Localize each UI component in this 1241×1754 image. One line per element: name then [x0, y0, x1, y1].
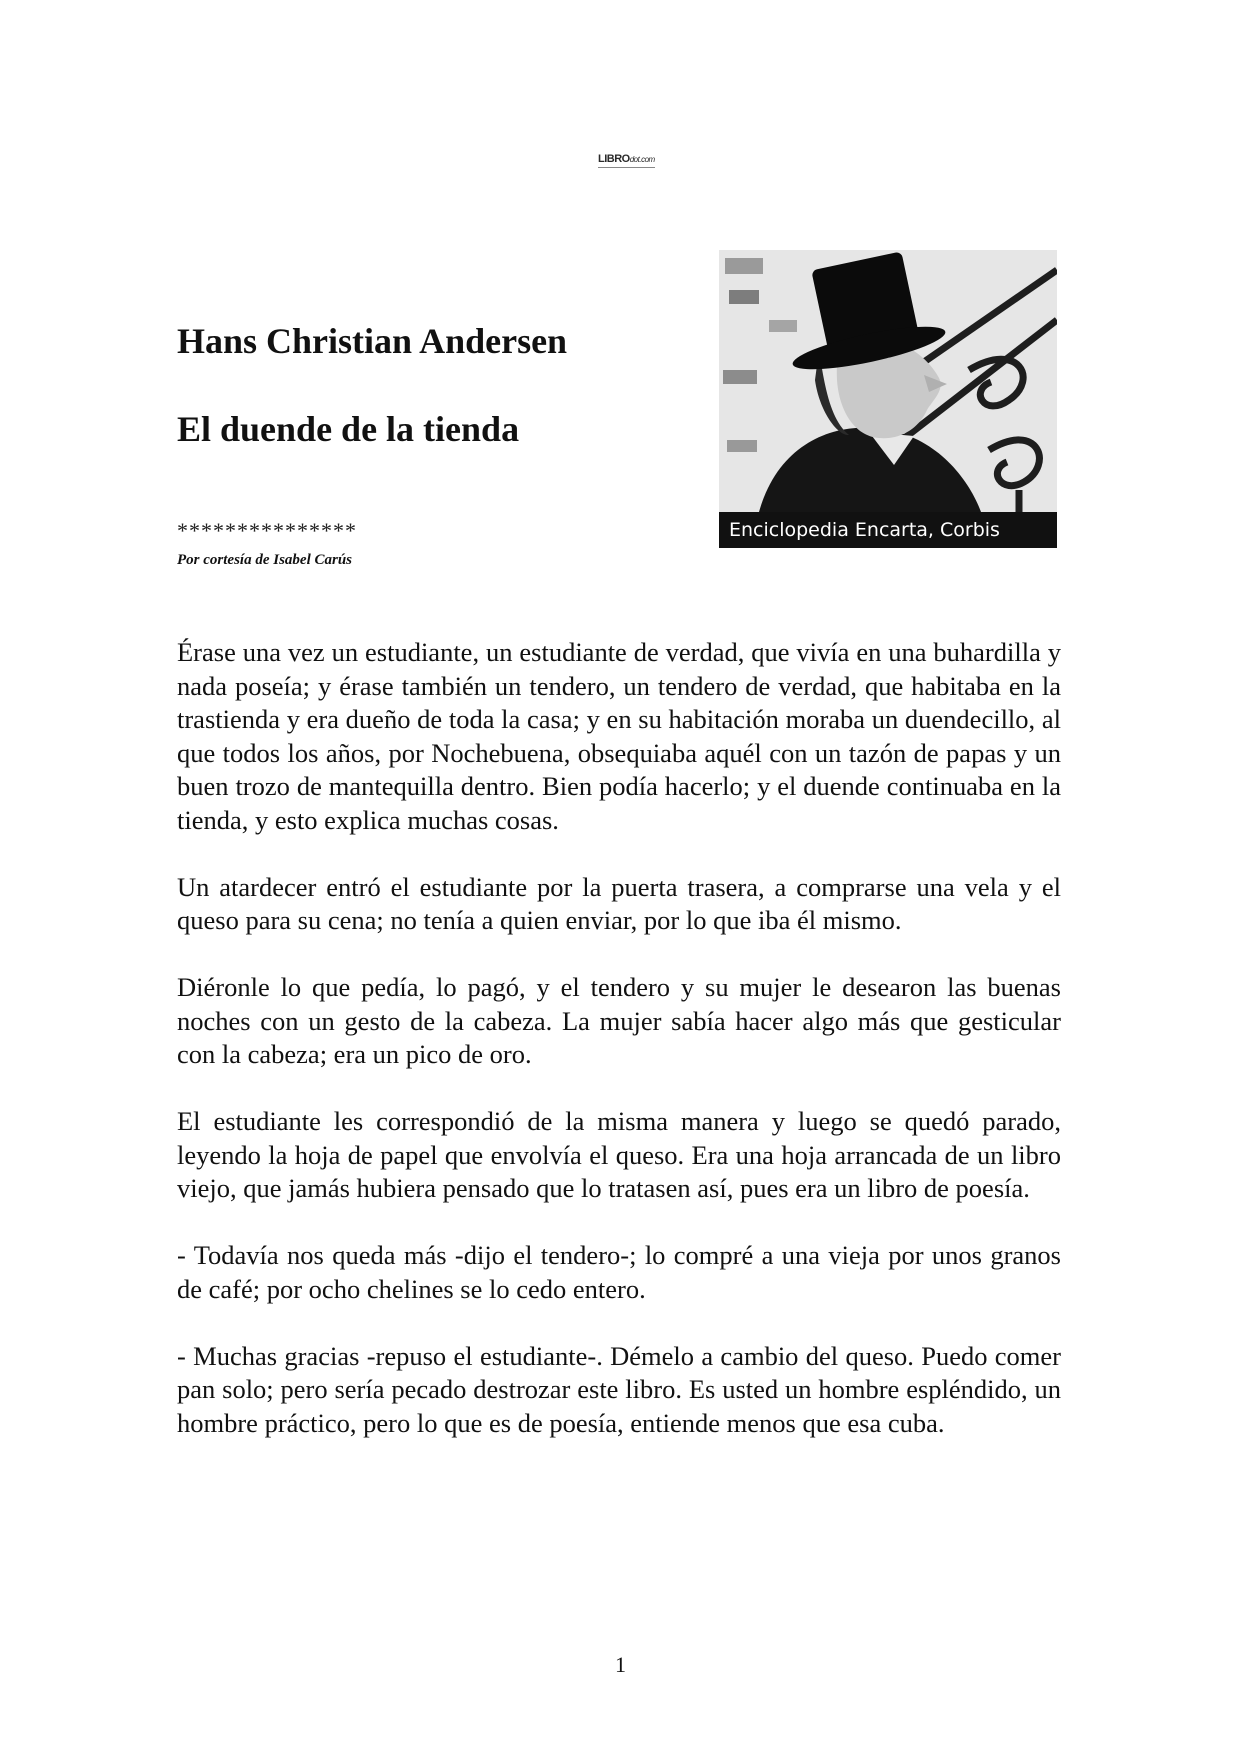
site-logo: [598, 152, 655, 168]
paragraph: Un atardecer entró el estudiante por la puerta trasera, a comprarse una vela y el queso para su cena; no tenía a quien enviar, por lo que iba él mismo.: [177, 871, 1061, 935]
paragraph: - Muchas gracias -repuso el estudiante-. Démelo a cambio del queso. Puedo comer pan solo; pero sería pecado destrozar este libro. Es usted un hombre espléndido, un hombre práctico, pero lo que es de poesía, entiende menos que esa cuba.: [177, 1340, 1061, 1438]
courtesy-line: Por cortesía de Isabel Carús: [177, 552, 353, 568]
page-number: 1: [615, 1652, 626, 1677]
portrait-caption: Enciclopedia Encarta, Corbis: [719, 512, 1057, 548]
story-body: [177, 636, 1061, 1474]
story-title: El duende de la tienda: [177, 409, 520, 449]
separator-stars: ***************: [177, 518, 357, 543]
paragraph: Diéronle lo que pedía, lo pagó, y el tendero y su mujer le desearon las buenas noches con un gesto de la cabeza. La mujer sabía hacer algo más que gesticular con la cabeza; era un pico de oro.: [177, 972, 1061, 1069]
logo-suffix-text: dot.com: [629, 155, 655, 164]
paragraph: - Todavía nos queda más -dijo el tendero-; lo compré a una vieja por unos granos de café; por ocho chelines se lo cedo entero.: [177, 1240, 1061, 1304]
logo-main-text: LIBRO: [598, 153, 630, 165]
author-portrait: [719, 250, 1057, 548]
portrait-illustration: [719, 250, 1057, 548]
author-name: Hans Christian Andersen: [177, 321, 568, 361]
paragraph: Érase una vez un estudiante, un estudiante de verdad, que vivía en una buhardilla y nada poseía; y érase también un tendero, un tendero de verdad, que habitaba en la trastienda y era dueño de toda la casa; y en su habitación moraba un duendecillo, al que todos los años, por Nochebuena, obsequiaba aquél con un tazón de papas y un buen trozo de mantequilla dentro. Bien podía hacerlo; y el duende continuaba en la tienda, y esto explica muchas cosas.: [177, 637, 1061, 835]
paragraph: El estudiante les correspondió de la misma manera y luego se quedó parado, leyendo la hoja de papel que envolvía el queso. Era una hoja arrancada de un libro viejo, que jamás hubiera pensado que lo tratasen así, pues era un libro de poesía.: [177, 1106, 1061, 1203]
